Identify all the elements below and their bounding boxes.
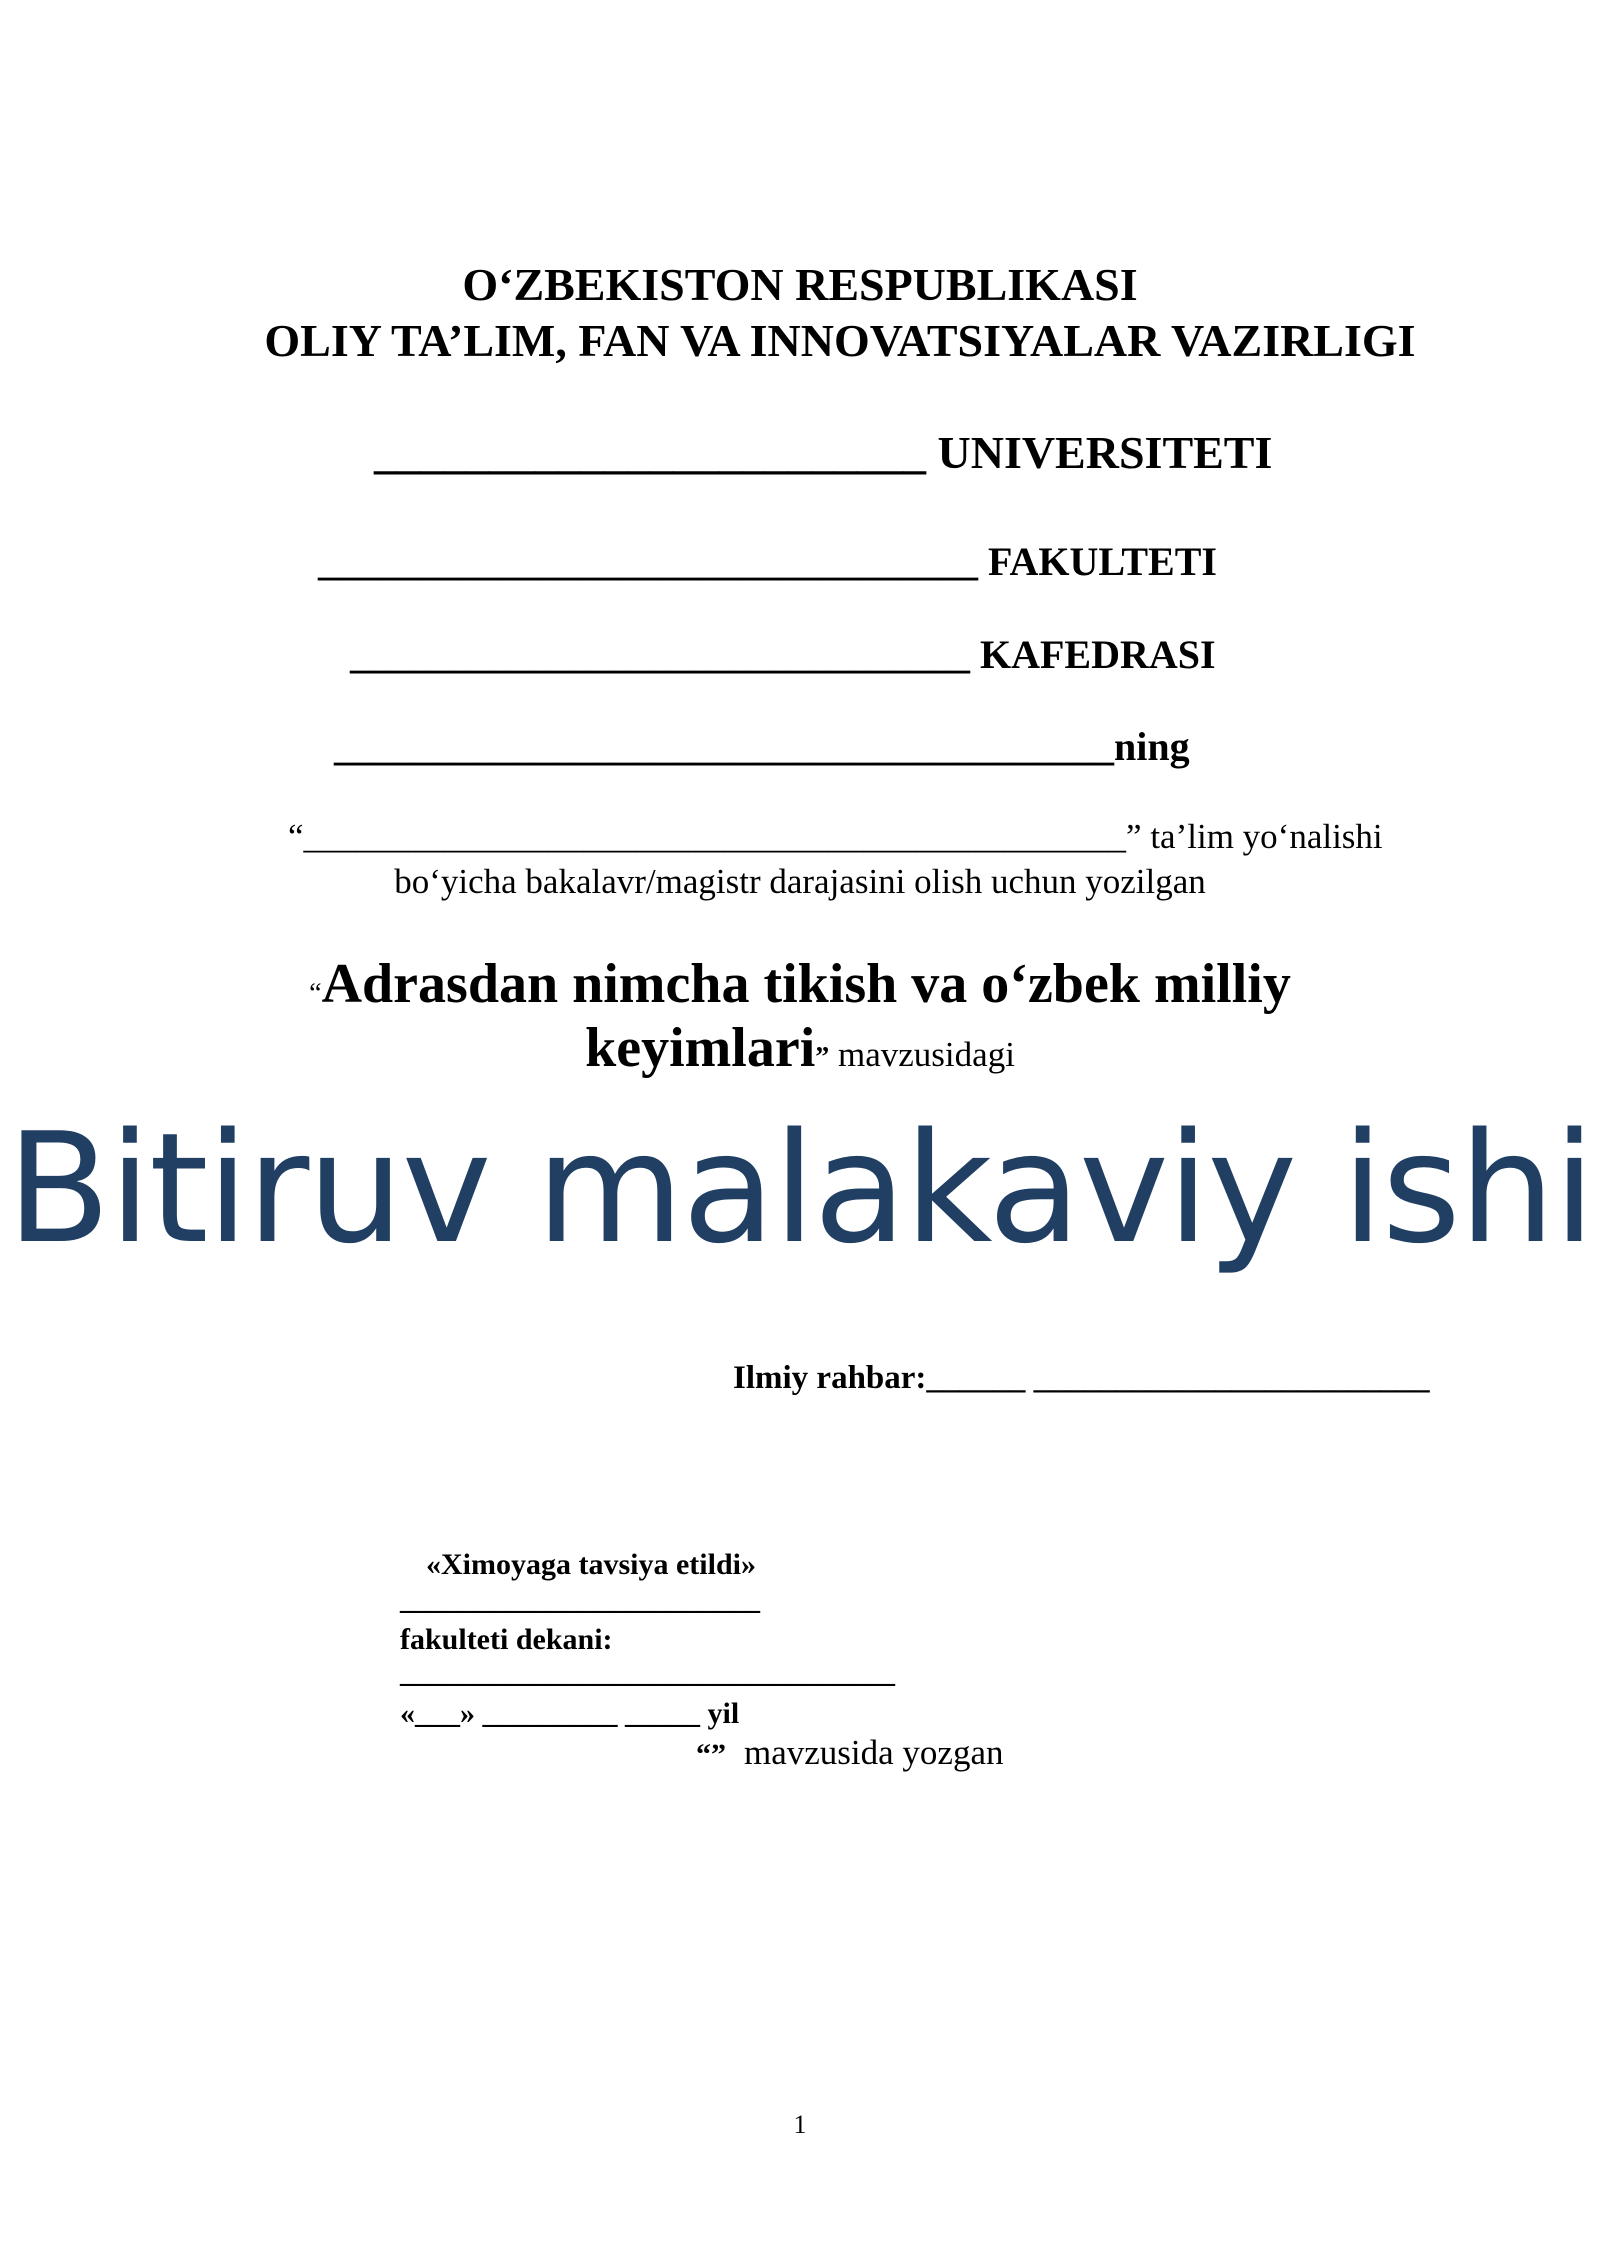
student-suffix: ning (1114, 724, 1190, 769)
university-blank: ________________________ (374, 427, 926, 478)
topic-title-line2: keyimlari (585, 1017, 816, 1079)
page-number: 1 (793, 2110, 807, 2139)
topic-open-quote: “ (309, 978, 322, 1009)
wrote-line (696, 1733, 1004, 1773)
student-blank: _______________________________________ (334, 724, 1114, 769)
defense-recommendation: «Ximoyaga tavsiya etildi» (426, 1548, 756, 1581)
topic-title-line1: Adrasdan nimcha tikish va o‘zbek milliy (321, 953, 1291, 1015)
direction-blank: _______________________________________________ (303, 817, 1127, 856)
department-label: KAFEDRASI (970, 632, 1216, 677)
direction-line (288, 817, 1383, 857)
document-type-title: Bitiruv malakaviy ishi (6, 1100, 1594, 1277)
date-line: «___» _________ _____ yil (400, 1697, 740, 1730)
degree-line: bo‘yicha bakalavr/magistr darajasini olish uchun yozilgan (394, 862, 1206, 901)
dean-label: fakulteti dekani: (400, 1623, 613, 1656)
dean-name-blank: _________________________________ (400, 1656, 895, 1689)
faculty-blank: _________________________________ (318, 539, 978, 584)
department-line (350, 631, 1216, 678)
direction-open-quote: “ (288, 817, 304, 856)
ministry-title-line2: OLIY TA’LIM, FAN VA INNOVATSIYALAR VAZIRLIGI (264, 315, 1416, 366)
quote-marks: “” (696, 1738, 726, 1771)
wrote-text: mavzusida yozgan (744, 1733, 1004, 1772)
student-line (334, 723, 1190, 770)
advisor-line: Ilmiy rahbar:______ ________________________ (733, 1360, 1430, 1396)
topic-line1 (0, 952, 1600, 1016)
department-blank: _______________________________ (350, 632, 970, 677)
topic-suffix: mavzusidagi (829, 1035, 1015, 1074)
ministry-title-line1: O‘ZBEKISTON RESPUBLIKASI (462, 259, 1138, 310)
dean-signature-blank: ________________________ (400, 1583, 760, 1616)
topic-close-quote: ” (815, 1042, 830, 1073)
faculty-line (318, 538, 1217, 585)
faculty-label: FAKULTETI (978, 539, 1217, 584)
university-label: UNIVERSITETI (926, 427, 1273, 478)
topic-line2 (0, 1016, 1600, 1080)
direction-label: ” ta’lim yo‘nalishi (1126, 817, 1383, 856)
university-line (374, 426, 1272, 479)
